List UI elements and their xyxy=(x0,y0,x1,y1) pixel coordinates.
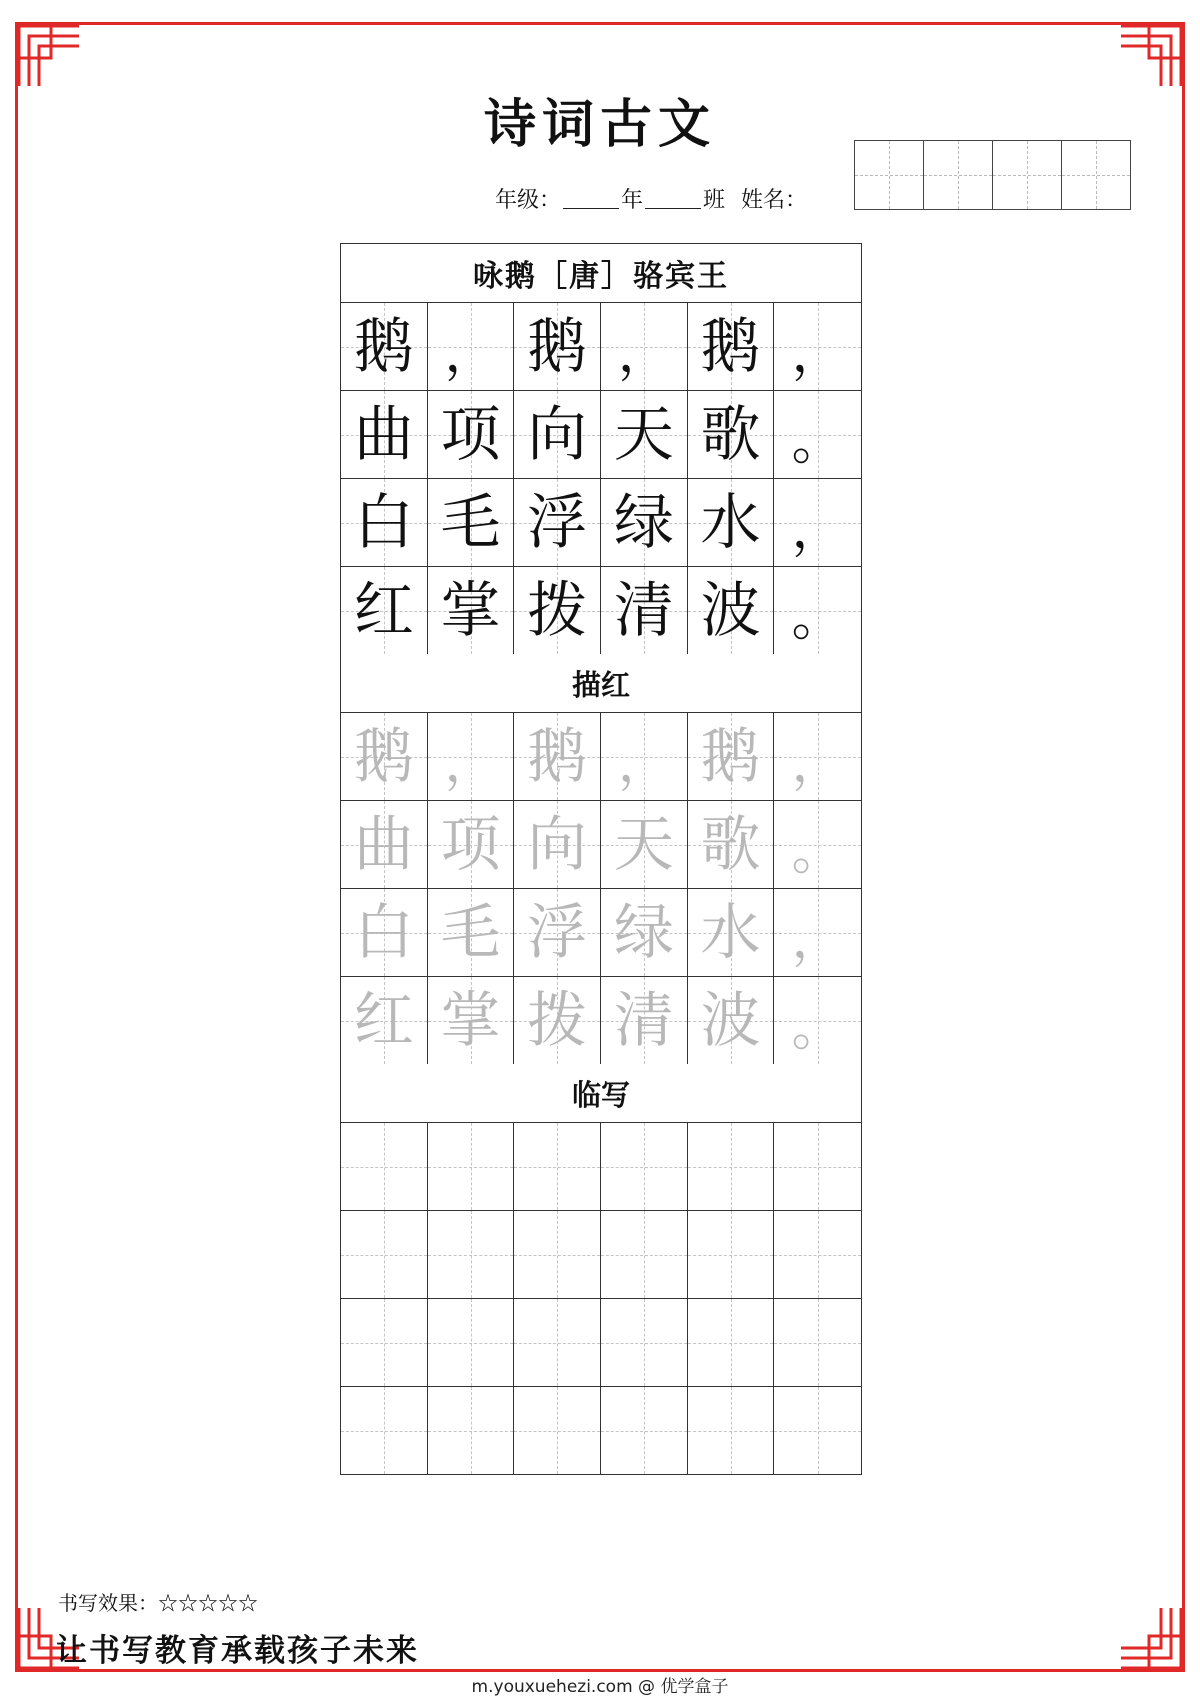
grid-character: 波 xyxy=(700,575,761,646)
model-cell xyxy=(428,567,515,654)
poem-practice-sheet xyxy=(340,243,862,1475)
trace-cell xyxy=(341,977,428,1064)
corner-ornament-top-right xyxy=(1117,22,1185,90)
trace-cell xyxy=(601,977,688,1064)
model-cell xyxy=(341,391,428,478)
grid-character: 天 xyxy=(613,399,674,470)
year-label: 年 xyxy=(621,188,644,213)
model-cell xyxy=(688,303,775,390)
model-cell xyxy=(514,391,601,478)
copy-cell xyxy=(601,1211,688,1298)
class-label: 班 xyxy=(703,188,726,213)
trace-cell xyxy=(514,977,601,1064)
trace-cell xyxy=(688,801,775,888)
copy-section-label: 临写 xyxy=(341,1064,861,1123)
trace-cell xyxy=(601,801,688,888)
model-cell xyxy=(774,479,861,566)
grid-character: 鹅 xyxy=(527,311,588,382)
grid-row xyxy=(341,567,861,654)
copy-cell xyxy=(514,1211,601,1298)
copy-cell xyxy=(688,1299,775,1386)
copy-cell xyxy=(514,1123,601,1210)
grid-character: 。 xyxy=(791,822,844,882)
copy-cell xyxy=(514,1299,601,1386)
grid-character: 天 xyxy=(613,809,674,880)
model-cell xyxy=(601,479,688,566)
grid-character: 向 xyxy=(527,809,588,880)
trace-cell xyxy=(514,889,601,976)
model-cell xyxy=(601,567,688,654)
name-box[interactable] xyxy=(1061,140,1131,210)
copy-cell xyxy=(601,1123,688,1210)
copy-cell xyxy=(774,1387,861,1474)
grid-character: 歌 xyxy=(700,809,761,880)
grid-character: 拨 xyxy=(527,985,588,1056)
grid-character: 白 xyxy=(353,897,414,968)
model-cell xyxy=(601,303,688,390)
grid-row xyxy=(341,1211,861,1299)
grid-character: 红 xyxy=(353,985,414,1056)
copy-cell xyxy=(341,1387,428,1474)
grid-character: 水 xyxy=(700,487,761,558)
grid-character: 毛 xyxy=(440,487,501,558)
trace-cell xyxy=(428,977,515,1064)
copy-cell xyxy=(341,1299,428,1386)
grid-character: 鹅 xyxy=(700,311,761,382)
grid-character: 曲 xyxy=(353,399,414,470)
copy-cell xyxy=(428,1387,515,1474)
trace-cell xyxy=(688,889,775,976)
grid-character: 清 xyxy=(613,985,674,1056)
model-cell xyxy=(774,303,861,390)
grid-character: 清 xyxy=(613,575,674,646)
model-cell xyxy=(514,567,601,654)
grid-character: 红 xyxy=(353,575,414,646)
slogan: 让书写教育承载孩子未来 xyxy=(56,1633,419,1669)
model-cell xyxy=(341,567,428,654)
grid-row xyxy=(341,303,861,391)
model-cell xyxy=(774,567,861,654)
copy-cell xyxy=(688,1211,775,1298)
grid-character: 。 xyxy=(791,588,844,648)
poem-heading: 咏鹅［唐］骆宾王 xyxy=(341,244,861,303)
trace-cell xyxy=(774,977,861,1064)
grid-row xyxy=(341,1123,861,1211)
grid-row xyxy=(341,479,861,567)
grid-character: 鹅 xyxy=(353,721,414,792)
name-box[interactable] xyxy=(854,140,924,210)
copy-cell xyxy=(688,1123,775,1210)
trace-cell xyxy=(428,889,515,976)
copy-cell xyxy=(774,1299,861,1386)
trace-cell xyxy=(341,801,428,888)
trace-cell xyxy=(341,889,428,976)
trace-cell xyxy=(688,977,775,1064)
grid-character: 浮 xyxy=(527,487,588,558)
grid-character: 掌 xyxy=(440,575,501,646)
copy-cell xyxy=(601,1299,688,1386)
grid-character: ， xyxy=(791,734,844,794)
copy-cell xyxy=(688,1387,775,1474)
model-cell xyxy=(428,391,515,478)
grid-character: ， xyxy=(617,734,670,794)
grid-row xyxy=(341,713,861,801)
trace-cell xyxy=(514,801,601,888)
model-cell xyxy=(514,479,601,566)
class-blank[interactable] xyxy=(645,188,701,209)
trace-cell xyxy=(601,889,688,976)
grid-row xyxy=(341,1387,861,1474)
name-label: 姓名： xyxy=(741,188,808,213)
grade-label: 年级： xyxy=(495,188,562,213)
grid-character: 拨 xyxy=(527,575,588,646)
rating-label: 书写效果： xyxy=(58,1591,158,1615)
copy-cell xyxy=(774,1211,861,1298)
name-writing-boxes[interactable] xyxy=(855,140,1131,210)
grid-character: 波 xyxy=(700,985,761,1056)
copy-cell xyxy=(428,1299,515,1386)
grid-row xyxy=(341,801,861,889)
grid-character: 向 xyxy=(527,399,588,470)
copy-cell xyxy=(774,1123,861,1210)
grid-character: 浮 xyxy=(527,897,588,968)
model-cell xyxy=(688,479,775,566)
trace-cell xyxy=(428,713,515,800)
grid-row xyxy=(341,977,861,1064)
model-cell xyxy=(688,391,775,478)
grid-character: 毛 xyxy=(440,897,501,968)
corner-ornament-top-left xyxy=(15,22,83,90)
grid-character: 曲 xyxy=(353,809,414,880)
copy-cell xyxy=(341,1123,428,1210)
model-cell xyxy=(341,303,428,390)
copy-cell xyxy=(601,1387,688,1474)
trace-section-label: 描红 xyxy=(341,654,861,713)
model-cell xyxy=(601,391,688,478)
grid-row xyxy=(341,391,861,479)
model-cell xyxy=(428,479,515,566)
name-box[interactable] xyxy=(923,140,993,210)
copy-cell xyxy=(514,1387,601,1474)
grid-character: 绿 xyxy=(613,897,674,968)
grid-character: 鹅 xyxy=(353,311,414,382)
trace-cell xyxy=(688,713,775,800)
page-title: 诗词古文 xyxy=(483,94,716,155)
writing-rating xyxy=(58,1587,258,1616)
grid-character: 水 xyxy=(700,897,761,968)
grid-character: ， xyxy=(444,734,497,794)
grid-character: ， xyxy=(617,324,670,384)
copy-cell xyxy=(341,1211,428,1298)
site-footer: m.youxuehezi.com @ 优学盒子 xyxy=(471,1677,729,1697)
grid-character: 项 xyxy=(440,399,501,470)
grid-character: 掌 xyxy=(440,985,501,1056)
grid-character: 白 xyxy=(353,487,414,558)
grid-character: ， xyxy=(791,910,844,970)
grade-blank[interactable] xyxy=(563,188,619,209)
rating-stars[interactable]: ☆☆☆☆☆ xyxy=(158,1591,258,1615)
trace-cell xyxy=(774,801,861,888)
trace-cell xyxy=(774,889,861,976)
grid-row xyxy=(341,889,861,977)
grid-character: 歌 xyxy=(700,399,761,470)
copy-cell xyxy=(428,1123,515,1210)
trace-cell xyxy=(774,713,861,800)
copy-grid[interactable] xyxy=(341,1123,861,1474)
grid-character: 项 xyxy=(440,809,501,880)
grid-row xyxy=(341,1299,861,1387)
grid-character: 。 xyxy=(791,998,844,1058)
grid-character: 鹅 xyxy=(700,721,761,792)
model-cell xyxy=(774,391,861,478)
grid-character: 。 xyxy=(791,412,844,472)
trace-cell xyxy=(514,713,601,800)
trace-cell xyxy=(341,713,428,800)
grid-character: 绿 xyxy=(613,487,674,558)
student-info-line xyxy=(495,183,807,214)
grid-character: ， xyxy=(791,500,844,560)
grid-character: ， xyxy=(791,324,844,384)
model-cell xyxy=(688,567,775,654)
model-cell xyxy=(428,303,515,390)
corner-ornament-bottom-right xyxy=(1117,1604,1185,1672)
model-cell xyxy=(341,479,428,566)
grid-character: ， xyxy=(444,324,497,384)
model-cell xyxy=(514,303,601,390)
trace-cell xyxy=(601,713,688,800)
trace-grid[interactable] xyxy=(341,713,861,1064)
copy-cell xyxy=(428,1211,515,1298)
grid-character: 鹅 xyxy=(527,721,588,792)
trace-cell xyxy=(428,801,515,888)
name-box[interactable] xyxy=(992,140,1062,210)
model-text-grid xyxy=(341,303,861,654)
